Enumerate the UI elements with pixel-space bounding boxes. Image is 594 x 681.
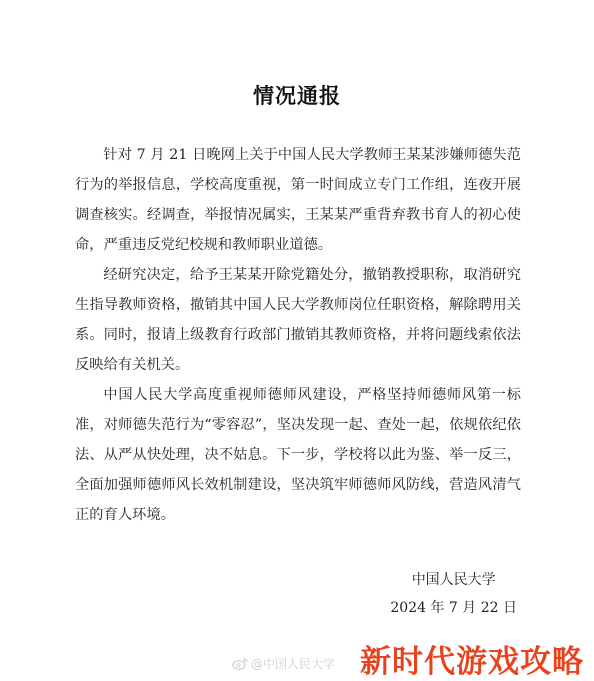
watermark — [232, 655, 335, 672]
site-banner: 新时代游戏攻略 — [360, 644, 584, 680]
watermark-text: @中国人民大学 — [251, 657, 336, 671]
signature-org: 中国人民大学 — [411, 572, 496, 588]
document-body — [75, 140, 521, 530]
paragraph-3: 中国人民大学高度重视师德师风建设，严格坚持师德师风第一标准，对师德失范行为“零容忍”，坚决发现一起、查处一起，依规依纪依法、从严从快处理，决不姑息。下一步，学校将以此为鉴、举一反三，全面加强师德师风长效机制建设，坚决筑牢师德师风防线，营造风清气正的育人环境。 — [75, 387, 521, 523]
document-title: 情况通报 — [253, 83, 341, 108]
paragraph-1: 针对 7 月 21 日晚网上关于中国人民大学教师王某某涉嫌师德失范行为的举报信息，学校高度重视，第一时间成立专门工作组，连夜开展调查核实。经调查，举报情况属实，王某某严重背弃教书育人的初心使命，严重违反党纪校规和教师职业道德。 — [75, 147, 521, 253]
paragraph-2: 经研究决定，给予王某某开除党籍处分，撤销教授职称，取消研究生指导教师资格，撤销其中国人民大学教师岗位任职资格，解除聘用关系。同时，报请上级教育行政部门撤销其教师资格，并将问题线索依法反映给有关机关。 — [75, 267, 521, 373]
signature-block — [390, 566, 517, 622]
signature-date: 2024 年 7 月 22 日 — [390, 600, 517, 616]
weibo-icon — [232, 657, 248, 670]
